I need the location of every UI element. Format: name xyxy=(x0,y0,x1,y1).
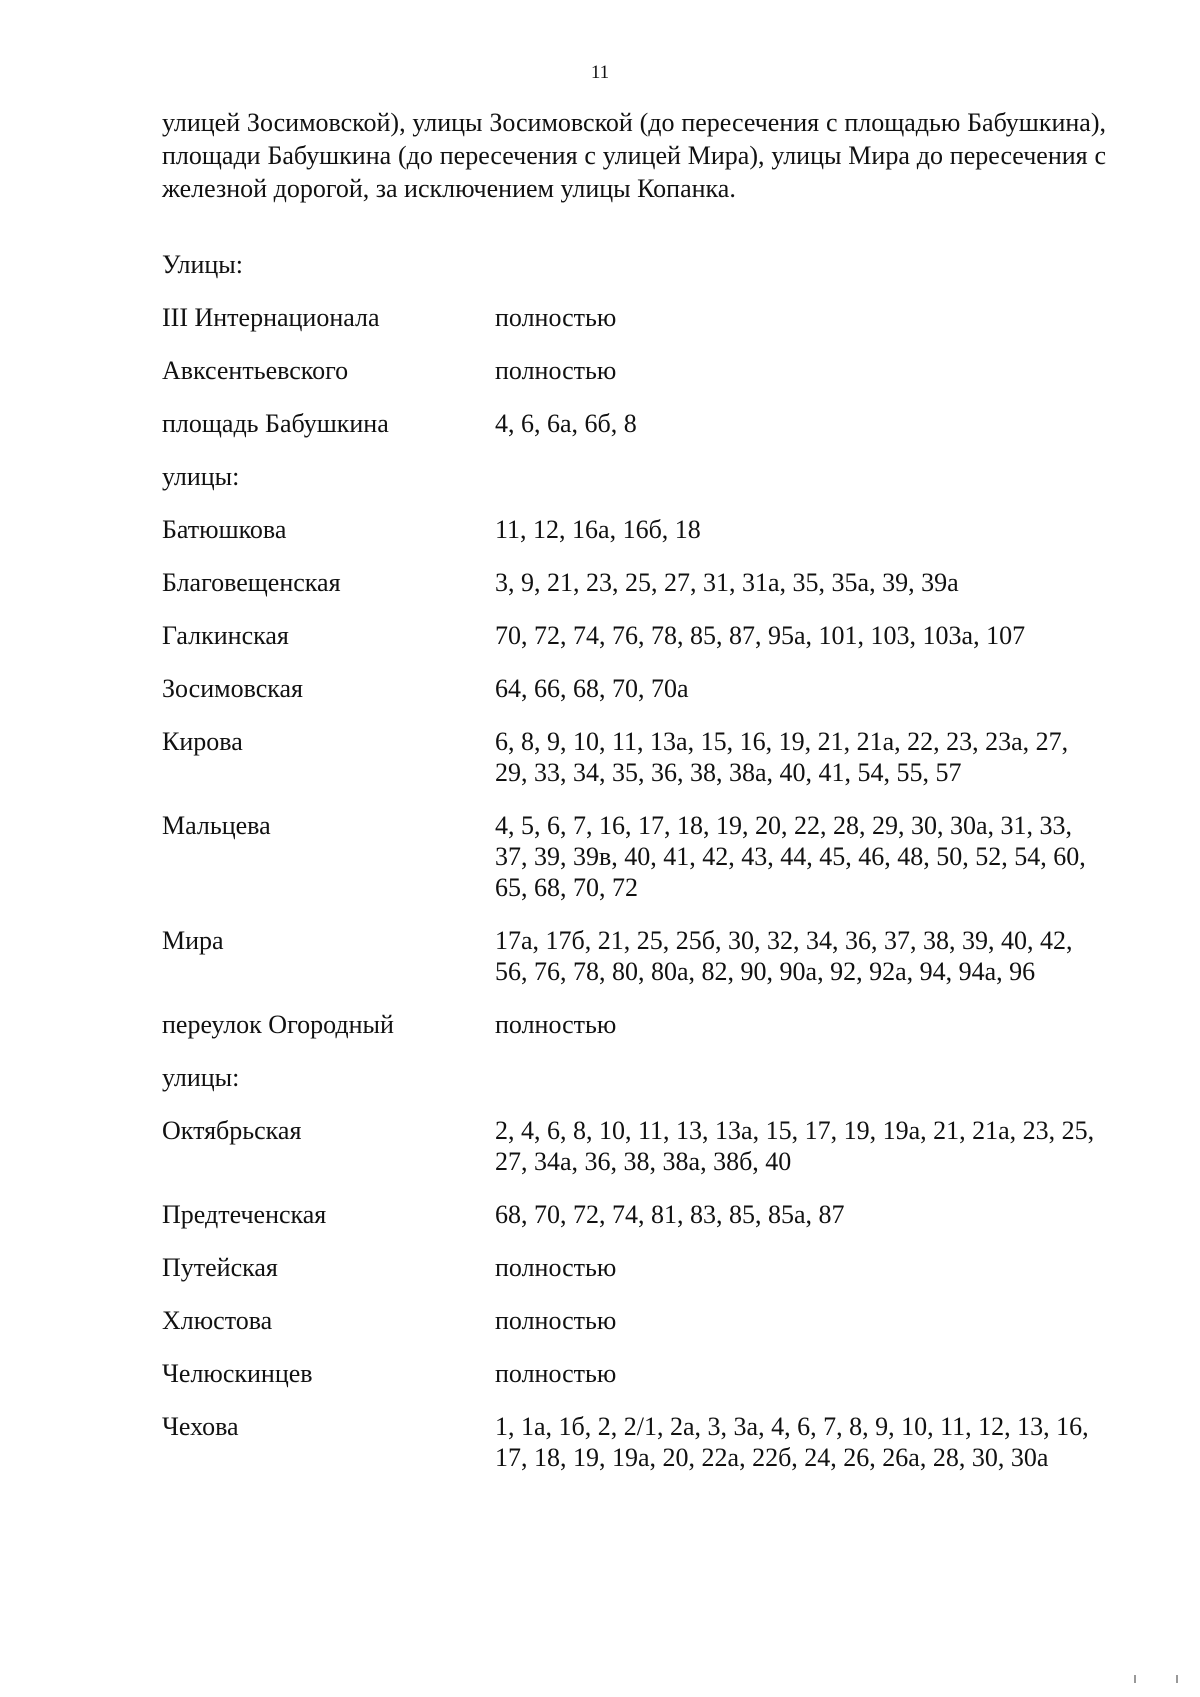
house-numbers: 70, 72, 74, 76, 78, 85, 87, 95а, 101, 103, 103а, 107 xyxy=(495,621,1026,650)
street-name: Челюскинцев xyxy=(162,1359,313,1388)
house-numbers: 11, 12, 16а, 16б, 18 xyxy=(495,515,701,544)
house-numbers: полностью xyxy=(495,1010,617,1039)
street-row xyxy=(162,726,1106,788)
house-numbers: полностью xyxy=(495,303,617,332)
street-row xyxy=(162,567,1106,598)
intro-paragraph: улицей Зосимовской), улицы Зосимовской (до пересечения с площадью Бабушкина), площади Бабушкина (до пересечения с улицей Мира), улицы Мира до пересечения с железной дорогой, за исключением улицы Копанка. xyxy=(162,108,1106,203)
street-name: Хлюстова xyxy=(162,1306,273,1335)
house-numbers: 4, 5, 6, 7, 16, 17, 18, 19, 20, 22, 28, 29, 30, 30а, 31, 33, 37, 39, 39в, 40, 41, 42, 43, 44, 45, 46, 48, 50, 52, 54, 60, 65, 68, 70, 72 xyxy=(495,811,1086,902)
street-name: Октябрьская xyxy=(162,1116,302,1145)
house-numbers: 3, 9, 21, 23, 25, 27, 31, 31а, 35, 35а, 39, 39а xyxy=(495,568,959,597)
group-heading-row xyxy=(162,1062,1106,1093)
street-name: III Интернационала xyxy=(162,303,380,332)
street-row xyxy=(162,355,1106,386)
street-row xyxy=(162,620,1106,651)
street-row xyxy=(162,408,1106,439)
street-name: переулок Огородный xyxy=(162,1010,394,1039)
street-name: Мира xyxy=(162,926,224,955)
street-name: Галкинская xyxy=(162,621,289,650)
group-heading-row xyxy=(162,461,1106,492)
street-row xyxy=(162,1009,1106,1040)
house-numbers: 4, 6, 6а, 6б, 8 xyxy=(495,409,637,438)
page-number: 11 xyxy=(590,62,610,83)
street-name: Благовещенская xyxy=(162,568,341,597)
street-name: Путейская xyxy=(162,1253,278,1282)
street-name: Зосимовская xyxy=(162,674,303,703)
street-row xyxy=(162,925,1106,987)
street-row xyxy=(162,1305,1106,1336)
house-numbers: полностью xyxy=(495,1359,617,1388)
house-numbers: 1, 1а, 1б, 2, 2/1, 2а, 3, 3а, 4, 6, 7, 8, 9, 10, 11, 12, 13, 16, 17, 18, 19, 19а, 20, 22а, 22б, 24, 26, 26а, 28, 30, 30а xyxy=(495,1412,1089,1472)
house-numbers: 68, 70, 72, 74, 81, 83, 85, 85а, 87 xyxy=(495,1200,845,1229)
house-numbers: 64, 66, 68, 70, 70а xyxy=(495,674,689,703)
street-name: Предтеченская xyxy=(162,1200,327,1229)
street-row xyxy=(162,1199,1106,1230)
house-numbers: полностью xyxy=(495,1306,617,1335)
street-name: Мальцева xyxy=(162,811,271,840)
group-heading: улицы: xyxy=(162,462,240,491)
street-row xyxy=(162,810,1106,903)
scan-corner-mark xyxy=(1134,1675,1178,1683)
street-row xyxy=(162,514,1106,545)
street-name: Авксентьевского xyxy=(162,356,349,385)
street-name: Кирова xyxy=(162,727,243,756)
group-heading: улицы: xyxy=(162,1063,240,1092)
section-heading: Улицы: xyxy=(162,250,243,279)
street-row xyxy=(162,1252,1106,1283)
street-list xyxy=(162,302,1106,1495)
street-name: площадь Бабушкина xyxy=(162,409,389,438)
house-numbers: 2, 4, 6, 8, 10, 11, 13, 13а, 15, 17, 19, 19а, 21, 21а, 23, 25, 27, 34а, 36, 38, 38а, 38б, 40 xyxy=(495,1116,1095,1176)
house-numbers: полностью xyxy=(495,356,617,385)
street-row xyxy=(162,673,1106,704)
street-name: Батюшкова xyxy=(162,515,287,544)
house-numbers: 6, 8, 9, 10, 11, 13а, 15, 16, 19, 21, 21а, 22, 23, 23а, 27, 29, 33, 34, 35, 36, 38, 38а, 40, 41, 54, 55, 57 xyxy=(495,727,1069,787)
street-row xyxy=(162,1115,1106,1177)
house-numbers: 17а, 17б, 21, 25, 25б, 30, 32, 34, 36, 37, 38, 39, 40, 42, 56, 76, 78, 80, 80а, 82, 90, 90а, 92, 92а, 94, 94а, 96 xyxy=(495,926,1073,986)
street-name: Чехова xyxy=(162,1412,239,1441)
street-row xyxy=(162,1358,1106,1389)
house-numbers: полностью xyxy=(495,1253,617,1282)
street-row xyxy=(162,302,1106,333)
street-row xyxy=(162,1411,1106,1473)
